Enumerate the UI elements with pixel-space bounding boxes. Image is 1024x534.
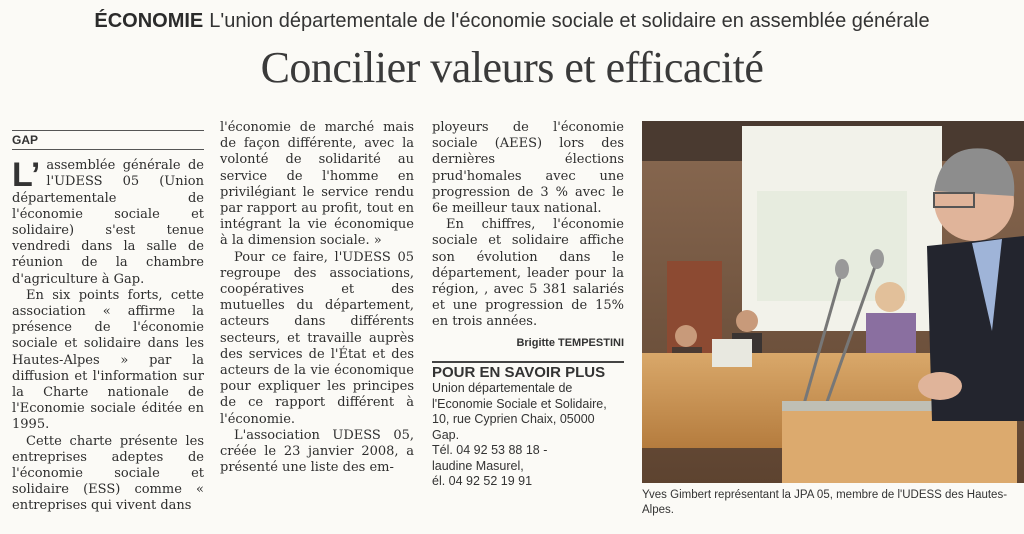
article-photo — [642, 121, 1024, 483]
article-column-3 — [432, 120, 624, 490]
info-line: Union départementale de — [432, 381, 573, 396]
article-column-2 — [220, 120, 414, 476]
papers — [712, 339, 752, 367]
speaker-hand — [918, 372, 962, 400]
article-column-1 — [12, 120, 204, 515]
info-line: laudine Masurel, — [432, 458, 524, 473]
attendee-body — [866, 313, 916, 355]
microphone-icon — [870, 249, 884, 269]
microphone-icon — [835, 259, 849, 279]
meeting-photo-illustration — [642, 121, 1024, 483]
author-byline: Brigitte TEMPESTINI — [516, 336, 624, 349]
info-line: l'Economie Sociale et Solidaire, — [432, 396, 607, 411]
attendee-head — [675, 325, 697, 347]
info-box — [432, 381, 624, 490]
dateline: GAP — [12, 130, 204, 150]
kicker-line — [0, 10, 1024, 33]
paragraph: l'économie de marché mais de façon différente, avec la volonté de solidarité au service de l'homme en privilégiant le service rendu par rapport au profit, tout en intégrant la vie économique à la dimension sociale. » — [220, 120, 414, 249]
paragraph-text: assemblée générale de l'UDESS 05 (Union départementale de l'économie sociale et solidaire) s'est tenue vendredi dans la salle de réunion de la chambre d'agriculture à Gap. — [12, 158, 204, 287]
info-line: Gap. — [432, 427, 460, 442]
kicker-text: L'union départementale de l'économie sociale et solidaire en assemblée générale — [209, 10, 930, 32]
paragraph — [12, 158, 204, 288]
drop-cap: L’ — [12, 156, 41, 195]
paragraph: En chiffres, l'économie sociale et solidaire affiche son évolution dans le département, leader pour la région, , avec 5 381 salariés et une progression de 15% en trois années. — [432, 217, 624, 330]
paragraph: En six points forts, cette association « affirme la présence de l'économie sociale et solidaire dans les Hautes-Alpes » par la diffusion et l'information sur la Charte nationale de l'Economie sociale éditée en 1995. — [12, 287, 204, 433]
photo-caption: Yves Gimbert représentant la JPA 05, membre de l'UDESS des Hautes-Alpes. — [642, 489, 1008, 516]
paragraph: Pour ce faire, l'UDESS 05 regroupe des associations, coopératives et des mutuelles du département, acteurs dans différents secteurs, et travaille auprès des services de l'État et des acteurs de la vie économique pour expliquer les principes de ce rapport différent à l'économie. — [220, 249, 414, 427]
section-category: ÉCONOMIE — [94, 10, 204, 32]
info-line: él. 04 92 52 19 91 — [432, 474, 533, 489]
info-line: Tél. 04 92 53 88 18 - — [432, 443, 548, 458]
attendee-head — [875, 282, 905, 312]
paragraph: L'association UDESS 05, créée le 23 janvier 2008, a présenté une liste des em- — [220, 427, 414, 476]
attendee-head — [736, 310, 758, 332]
paragraph: Cette charte présente les entreprises adeptes de l'économie sociale et solidaire (ESS) comme « entreprises qui vivent dans — [12, 433, 204, 514]
paragraph: ployeurs de l'économie sociale (AEES) lors des dernières élections prud'homales avec une progression de 3 % avec le 6e meilleur taux national. — [432, 120, 624, 217]
info-box-title: POUR EN SAVOIR PLUS — [432, 361, 624, 381]
headline: Concilier valeurs et efficacité — [260, 43, 764, 92]
info-line: 10, rue Cyprien Chaix, 05000 — [432, 412, 595, 427]
